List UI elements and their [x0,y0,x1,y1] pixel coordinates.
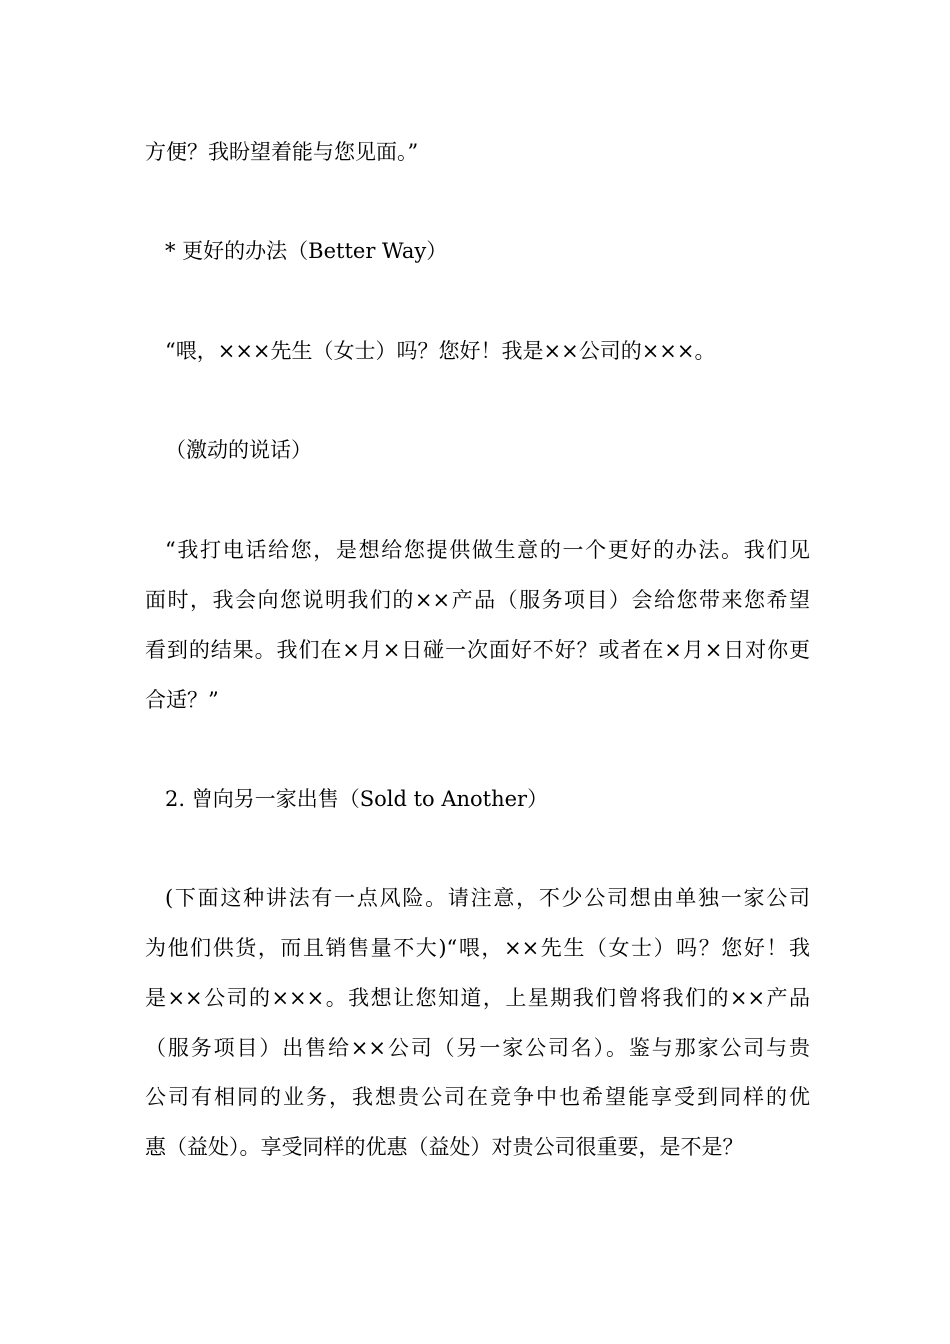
paragraph-line: “喂，×××先生（女士）吗？您好！我是××公司的×××。 [165,339,716,363]
paragraph-line: 方便？我盼望着能与您见面。” [145,140,419,164]
paragraph-line: 面时，我会向您说明我们的××产品（服务项目）会给您带来您希望 [145,588,810,612]
paragraph-line: 为他们供货，而且销售量不大)“喂，××先生（女士）吗？您好！我 [145,936,810,960]
section-heading: * 更好的办法（Better Way） [165,239,448,263]
paragraph-line: 看到的结果。我们在×月×日碰一次面好不好？或者在×月×日对你更 [145,638,810,662]
paragraph-line: 合适？” [145,688,219,712]
paragraph-line: (下面这种讲法有一点风险。请注意，不少公司想由单独一家公司 [165,886,810,910]
paragraph-line: 是××公司的×××。我想让您知道，上星期我们曾将我们的××产品 [145,986,810,1010]
paragraph-line: “我打电话给您，是想给您提供做生意的一个更好的办法。我们见 [165,538,810,562]
paragraph-line: 公司有相同的业务，我想贵公司在竞争中也希望能享受到同样的优 [145,1085,810,1109]
paragraph-line: （激动的说话） [165,438,312,462]
section-heading: 2. 曾向另一家出售（Sold to Another） [165,787,549,811]
paragraph-line: （服务项目）出售给××公司（另一家公司名）。鉴与那家公司与贵 [145,1036,810,1060]
paragraph-line: 惠（益处）。享受同样的优惠（益处）对贵公司很重要，是不是？ [145,1135,744,1159]
